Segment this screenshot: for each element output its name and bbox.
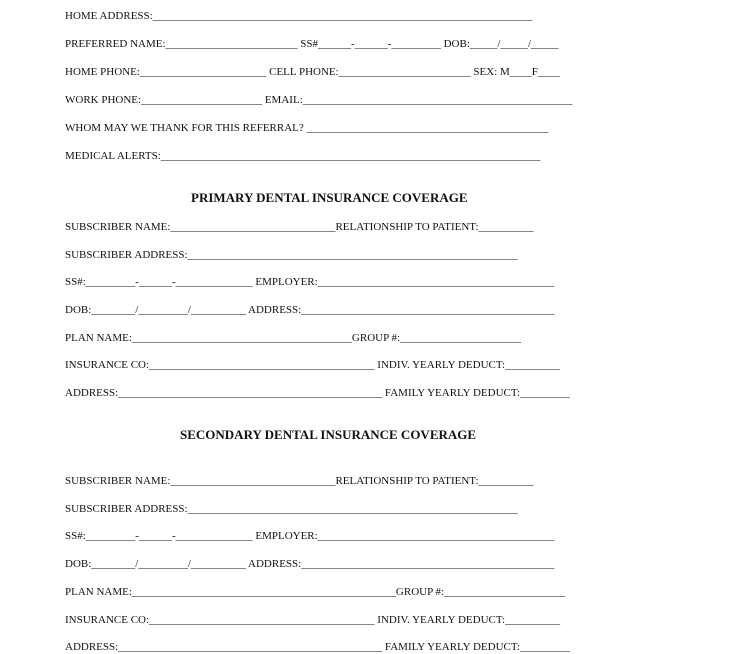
primary-address-deduct-row[interactable]: ADDRESS:________________________________________________ FAMILY YEARLY DEDUCT:_________	[65, 387, 570, 399]
primary-plan-group-row[interactable]: PLAN NAME:________________________________________GROUP #:______________________	[65, 332, 522, 344]
preferred-name-row[interactable]: PREFERRED NAME:________________________ SS#______-______-_________ DOB:_____/_____/_____	[65, 38, 559, 50]
primary-insurance-co-row[interactable]: INSURANCE CO:_________________________________________ INDIV. YEARLY DEDUCT:__________	[65, 359, 561, 371]
secondary-address-deduct-row[interactable]: ADDRESS:________________________________________________ FAMILY YEARLY DEDUCT:_________	[65, 641, 570, 653]
referral-field[interactable]: WHOM MAY WE THANK FOR THIS REFERRAL? ____________________________________________	[65, 122, 549, 134]
primary-ss-employer-row[interactable]: SS#:_________-______-______________ EMPLOYER:___________________________________________	[65, 276, 555, 288]
home-phone-row[interactable]: HOME PHONE:_______________________ CELL PHONE:________________________ SEX: M____F____	[65, 66, 560, 78]
secondary-ss-employer-row[interactable]: SS#:_________-______-______________ EMPLOYER:___________________________________________	[65, 530, 555, 542]
secondary-insurance-co-row[interactable]: INSURANCE CO:_________________________________________ INDIV. YEARLY DEDUCT:__________	[65, 614, 561, 626]
primary-subscriber-address-row[interactable]: SUBSCRIBER ADDRESS:____________________________________________________________	[65, 249, 518, 261]
primary-subscriber-name-row[interactable]: SUBSCRIBER NAME:______________________________RELATIONSHIP TO PATIENT:__________	[65, 221, 534, 233]
primary-dob-address-row[interactable]: DOB:________/_________/__________ ADDRESS:______________________________________________	[65, 304, 555, 316]
secondary-dob-address-row[interactable]: DOB:________/_________/__________ ADDRESS:______________________________________________	[65, 558, 555, 570]
secondary-insurance-heading: SECONDARY DENTAL INSURANCE COVERAGE	[180, 427, 477, 442]
work-phone-row[interactable]: WORK PHONE:______________________ EMAIL:_________________________________________________	[65, 94, 573, 106]
secondary-subscriber-name-row[interactable]: SUBSCRIBER NAME:______________________________RELATIONSHIP TO PATIENT:__________	[65, 475, 534, 487]
home-address-field[interactable]: HOME ADDRESS:_____________________________________________________________________	[65, 10, 533, 22]
primary-insurance-heading: PRIMARY DENTAL INSURANCE COVERAGE	[191, 190, 468, 205]
medical-alerts-field[interactable]: MEDICAL ALERTS:_____________________________________________________________________	[65, 150, 541, 162]
secondary-plan-group-row[interactable]: PLAN NAME:________________________________________________GROUP #:______________________	[65, 586, 566, 598]
secondary-subscriber-address-row[interactable]: SUBSCRIBER ADDRESS:____________________________________________________________	[65, 503, 518, 515]
